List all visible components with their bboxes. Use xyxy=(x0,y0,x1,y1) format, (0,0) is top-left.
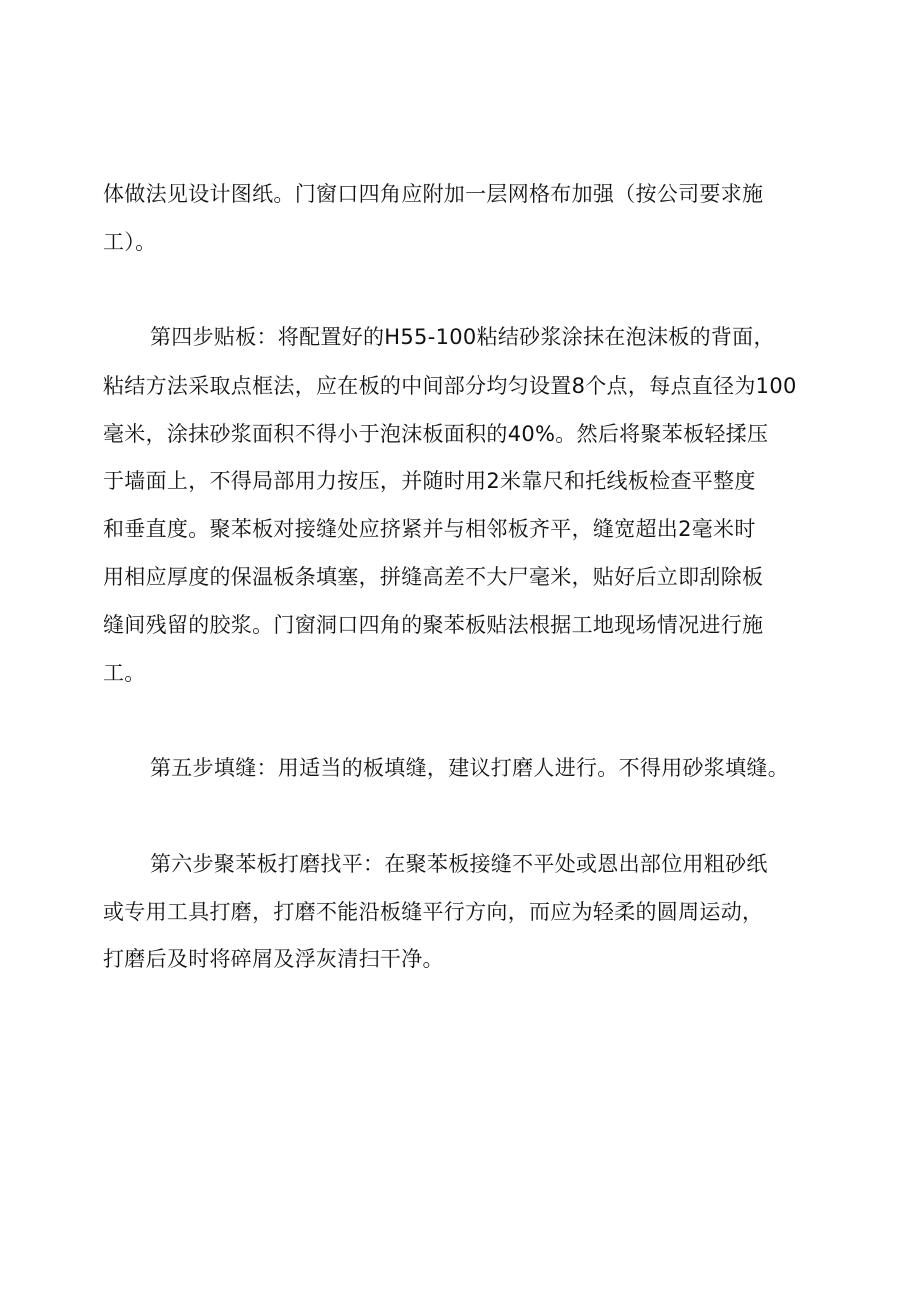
text-line: 粘结方法采取点框法，应在板的中间部分均匀设置8个点，每点直径为100 xyxy=(103,374,797,398)
text-line: 毫米，涂抹砂浆面积不得小于泡沫板面积的40%。然后将聚苯板轻揉压 xyxy=(103,422,769,446)
text-line: 和垂直度。聚苯板对接缝处应挤紧并与相邻板齐平，缝宽超出2毫米时 xyxy=(103,517,756,541)
text-line: 打磨后及时将碎屑及浮灰清扫干净。 xyxy=(103,947,444,971)
text-line: 第五步填缝：用适当的板填缝，建议打磨人进行。不得用砂浆填缝。 xyxy=(150,756,789,780)
text-line: 用相应厚度的保温板条填塞，拼缝高差不大尸毫米，贴好后立即刮除板 xyxy=(103,565,764,589)
text-line: 工）。 xyxy=(103,230,157,254)
text-line: 第四步贴板：将配置好的H55-100粘结砂浆涂抹在泡沫板的背面， xyxy=(150,325,775,349)
text-line: 或专用工具打磨，打磨不能沿板缝平行方向，而应为轻柔的圆周运动， xyxy=(103,900,764,924)
text-line: 第六步聚苯板打磨找平：在聚苯板接缝不平处或恩出部位用粗砂纸 xyxy=(150,852,768,876)
text-line: 缝间残留的胶浆。门窗洞口四角的聚苯板贴法根据工地现场情况进行施 xyxy=(103,613,764,637)
text-line: 体做法见设计图纸。门窗口四角应附加一层网格布加强（按公司要求施 xyxy=(103,182,764,206)
text-line: 于墙面上，不得局部用力按压，并随时用2米靠尺和托线板检查平整度 xyxy=(103,469,756,493)
text-line: 工。 xyxy=(103,661,146,685)
